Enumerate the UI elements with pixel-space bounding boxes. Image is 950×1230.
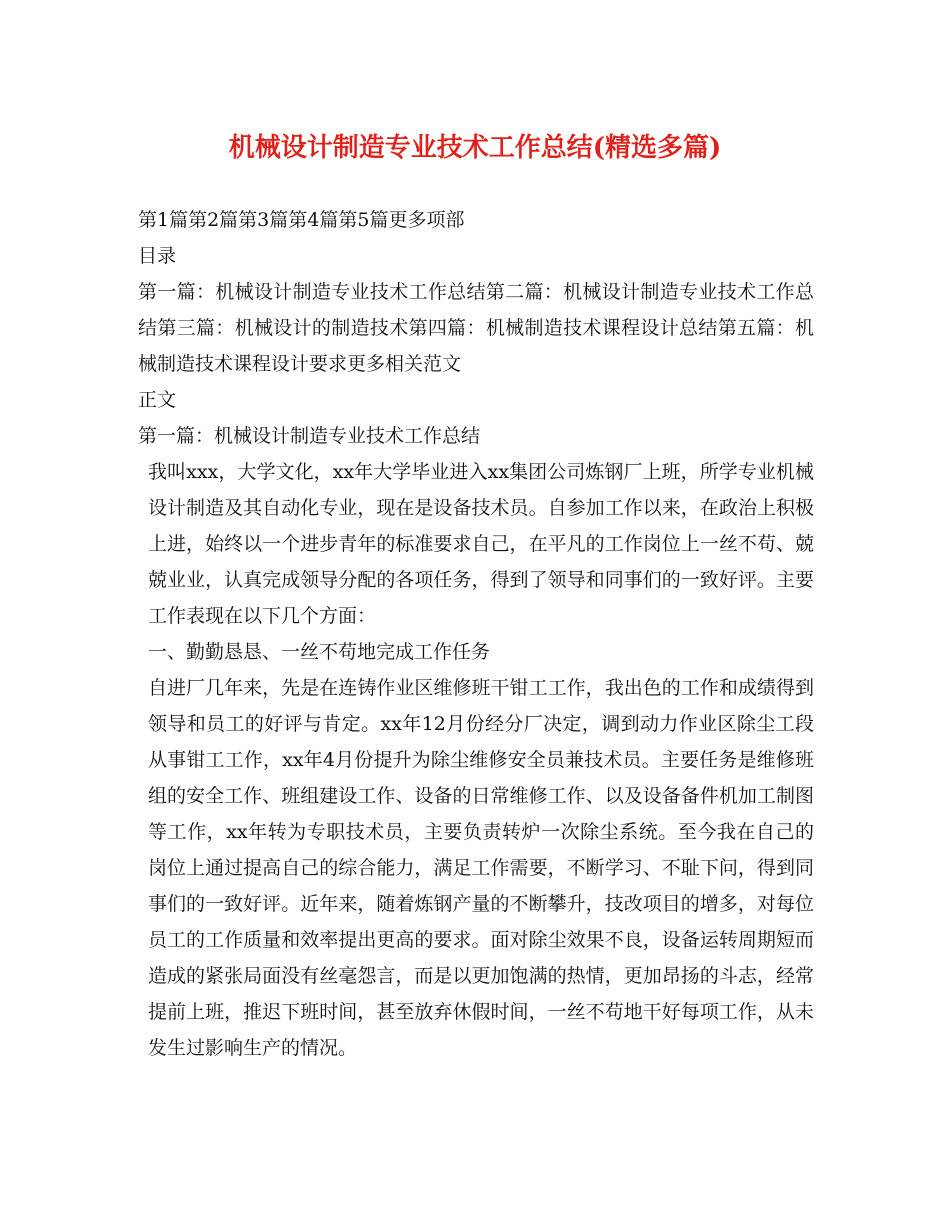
document-body xyxy=(138,202,814,1066)
paragraph-intro: 我叫xxx，大学文化，xx年大学毕业进入xx集团公司炼钢厂上班，所学专业机械设计制造及其自动化专业，现在是设备技术员。自参加工作以来，在政治上积极上进，始终以一个进步青年的标准要求自己，在平凡的工作岗位上一丝不苟、兢兢业业，认真完成领导分配的各项任务，得到了领导和同事们的一致好评。主要工作表现在以下几个方面： xyxy=(148,461,814,627)
toc-text: 第一篇：机械设计制造专业技术工作总结第二篇：机械设计制造专业技术工作总结第三篇：机械设计的制造技术第四篇：机械制造技术课程设计总结第五篇：机械制造技术课程设计要求更多相关范文 xyxy=(138,281,814,375)
paragraph-section-1: 自进厂几年来，先是在连铸作业区维修班干钳工工作，我出色的工作和成绩得到领导和员工的好评与肯定。xx年12月份经分厂决定，调到动力作业区除尘工段从事钳工工作，xx年4月份提升为除尘维修安全员兼技术员。主要任务是维修班组的安全工作、班组建设工作、设备的日常维修工作、以及设备备件机加工制图等工作，xx年转为专职技术员，主要负责转炉一次除尘系统。至今我在自己的岗位上通过提高自己的综合能力，满足工作需要，不断学习、不耻下问，得到同事们的一致好评。近年来，随着炼钢产量的不断攀升，技改项目的增多，对每位员工的工作质量和效率提出更高的要求。面对除尘效果不良，设备运转周期短而造成的紧张局面没有丝毫怨言，而是以更加饱满的热情，更加昂扬的斗志，经常提前上班，推迟下班时间，甚至放弃休假时间，一丝不苟地干好每项工作，从未发生过影响生产的情况。 xyxy=(148,677,814,1059)
article-title: 第一篇：机械设计制造专业技术工作总结 xyxy=(138,425,481,447)
section-heading-1: 一、勤勤恳恳、一丝不苟地完成工作任务 xyxy=(148,641,491,663)
section-nav-links[interactable]: 第1篇第2篇第3篇第4篇第5篇更多项部 xyxy=(138,209,465,231)
document-title: 机械设计制造专业技术工作总结(精选多篇) xyxy=(228,133,722,163)
toc-heading: 目录 xyxy=(138,245,177,267)
body-heading: 正文 xyxy=(138,389,177,411)
